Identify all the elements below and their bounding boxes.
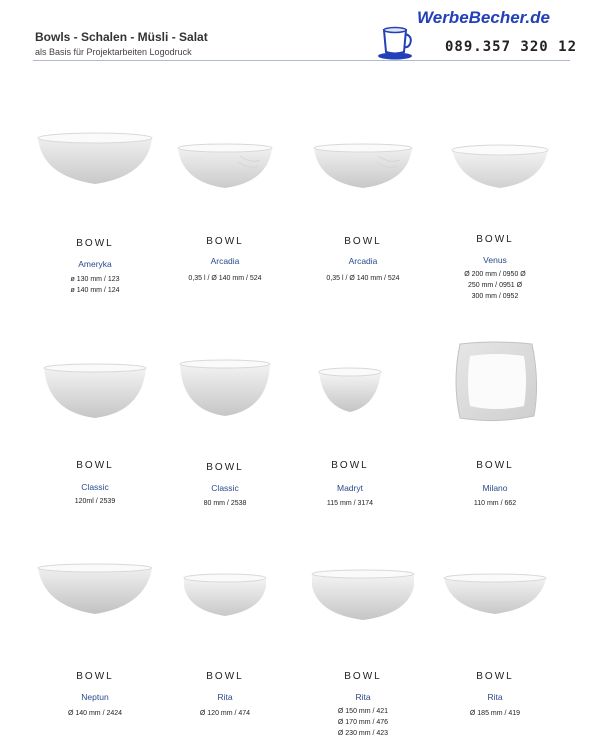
product-spec: ø 140 mm / 124 [70, 287, 120, 294]
page-title: Bowls - Schalen - Müsli - Salat [35, 30, 208, 44]
product-spec: 0,35 l / Ø 140 mm / 524 [326, 275, 400, 282]
product-spec: 115 mm / 3174 [326, 500, 374, 507]
bowl-image [30, 560, 160, 620]
product-name: Arcadia [210, 256, 240, 266]
product-name: Rita [217, 692, 233, 702]
phone-number: 089.357 320 12 [445, 39, 578, 55]
product-kind: BOWL [476, 460, 514, 471]
product-card [30, 560, 160, 730]
product-kind: BOWL [344, 236, 382, 247]
product-spec: 80 mm / 2538 [203, 500, 247, 507]
bowl-image [298, 566, 428, 628]
bowl-image [430, 570, 560, 622]
product-kind: BOWL [76, 238, 114, 249]
product-name: Classic [81, 482, 109, 492]
product-spec: ø 130 mm / 123 [70, 276, 120, 283]
product-spec: Ø 200 mm / 0950 Ø [464, 271, 526, 278]
product-name: Arcadia [348, 256, 378, 266]
bowl-image [430, 336, 560, 432]
bowl-image [160, 140, 290, 200]
product-spec: Ø 150 mm / 421 [337, 708, 389, 715]
product-kind: BOWL [476, 671, 514, 682]
bowl-image [160, 570, 290, 626]
product-card [298, 128, 428, 308]
bowl-image [298, 140, 428, 200]
product-spec: 110 mm / 662 [473, 500, 517, 507]
mug-logo-icon [375, 18, 415, 60]
product-kind: BOWL [206, 236, 244, 247]
page-subtitle: als Basis für Projektarbeiten Logodruck [35, 47, 192, 57]
bowl-image [285, 362, 415, 422]
product-spec: 120ml / 2539 [74, 498, 116, 505]
bowl-image [430, 142, 560, 198]
product-spec: Ø 120 mm / 474 [199, 710, 251, 717]
product-kind: BOWL [206, 462, 244, 473]
product-kind: BOWL [344, 671, 382, 682]
brand-name[interactable]: WerbeBecher.de [417, 8, 550, 27]
bowl-image [160, 356, 290, 426]
product-card [30, 128, 160, 308]
product-spec: 300 mm / 0952 [471, 293, 519, 300]
product-kind: BOWL [331, 460, 369, 471]
product-spec: 250 mm / 0951 Ø [467, 282, 523, 289]
product-kind: BOWL [76, 460, 114, 471]
product-name: Madryt [337, 483, 363, 493]
bowl-image [30, 360, 160, 428]
product-spec: Ø 140 mm / 2424 [67, 710, 123, 717]
product-card [160, 560, 290, 730]
product-card [430, 128, 560, 318]
product-kind: BOWL [206, 671, 244, 682]
product-name: Milano [482, 483, 508, 493]
product-card [30, 350, 160, 520]
product-name: Classic [211, 483, 239, 493]
bowl-image [30, 128, 160, 192]
header-divider [33, 60, 570, 61]
product-spec: Ø 230 mm / 423 [337, 730, 389, 737]
product-card [298, 560, 428, 745]
product-card [160, 128, 290, 308]
product-card [430, 336, 560, 521]
page-header [0, 0, 600, 62]
product-spec: Ø 170 mm / 476 [337, 719, 389, 726]
product-name: Neptun [81, 692, 109, 702]
product-name: Venus [483, 255, 507, 265]
product-card [430, 560, 560, 730]
product-name: Ameryka [78, 259, 112, 269]
product-name: Rita [355, 692, 371, 702]
product-spec: Ø 185 mm / 419 [469, 710, 521, 717]
product-spec: 0,35 l / Ø 140 mm / 524 [188, 275, 262, 282]
product-card [160, 350, 290, 520]
product-kind: BOWL [476, 234, 514, 245]
product-card [285, 350, 415, 520]
product-name: Rita [487, 692, 503, 702]
product-kind: BOWL [76, 671, 114, 682]
